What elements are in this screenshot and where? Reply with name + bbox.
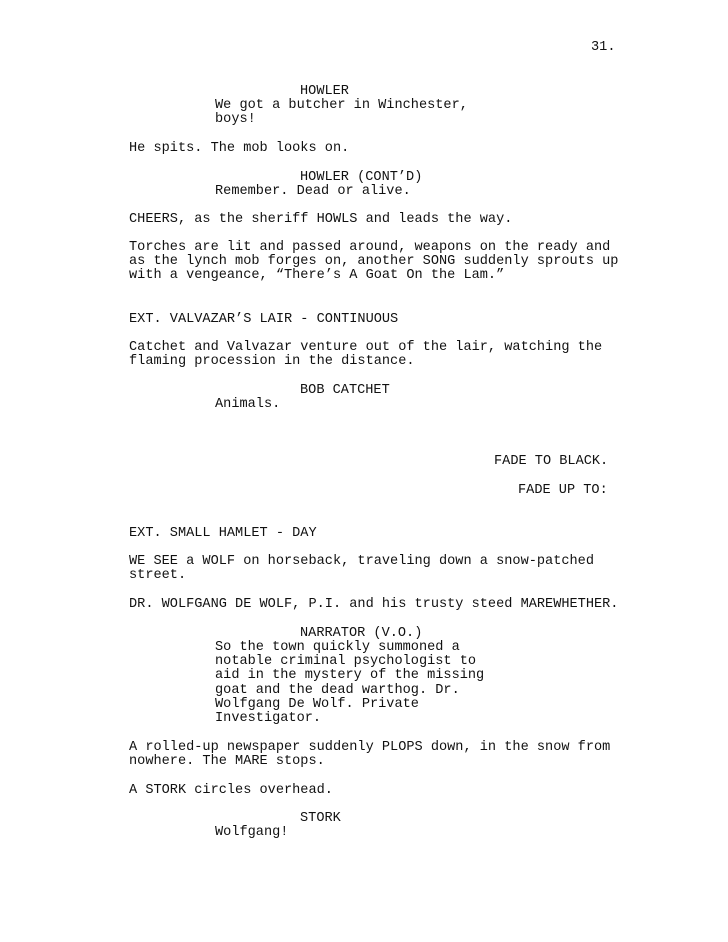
action-line: as the lynch mob forges on, another SONG suddenly sprouts up <box>129 254 619 269</box>
dialogue-line: aid in the mystery of the missing <box>215 668 485 683</box>
dialogue-line: Wolfgang De Wolf. Private <box>215 697 419 712</box>
dialogue-line: goat and the dead warthog. Dr. <box>215 683 460 698</box>
action-line: DR. WOLFGANG DE WOLF, P.I. and his trusty steed MAREWHETHER. <box>129 597 619 612</box>
action-line: He spits. The mob looks on. <box>129 141 350 156</box>
dialogue-line: Investigator. <box>215 711 322 726</box>
action-line: nowhere. The MARE stops. <box>129 754 325 769</box>
dialogue-line: boys! <box>215 112 256 127</box>
dialogue-line: So the town quickly summoned a <box>215 640 460 655</box>
dialogue-line: We got a butcher in Winchester, <box>215 98 468 113</box>
character-name: NARRATOR (V.O.) <box>300 626 423 641</box>
action-line: with a vengeance, “There’s A Goat On the Lam.” <box>129 268 505 283</box>
action-line: A rolled-up newspaper suddenly PLOPS down, in the snow from <box>129 740 611 755</box>
character-name: BOB CATCHET <box>300 383 390 398</box>
scene-heading: EXT. SMALL HAMLET - DAY <box>129 526 317 541</box>
action-line: Torches are lit and passed around, weapons on the ready and <box>129 240 611 255</box>
action-line: WE SEE a WOLF on horseback, traveling down a snow-patched <box>129 554 594 569</box>
page-number: 31. <box>591 40 616 55</box>
dialogue-line: Animals. <box>215 397 281 412</box>
action-line: flaming procession in the distance. <box>129 354 415 369</box>
dialogue-line: notable criminal psychologist to <box>215 654 477 669</box>
dialogue-line: Remember. Dead or alive. <box>215 184 411 199</box>
action-line: A STORK circles overhead. <box>129 783 333 798</box>
character-name: HOWLER (CONT’D) <box>300 170 423 185</box>
action-line: Catchet and Valvazar venture out of the lair, watching the <box>129 340 603 355</box>
dialogue-line: Wolfgang! <box>215 825 289 840</box>
action-line: CHEERS, as the sheriff HOWLS and leads the way. <box>129 212 513 227</box>
character-name: HOWLER <box>300 84 349 99</box>
character-name: STORK <box>300 811 341 826</box>
scene-heading: EXT. VALVAZAR’S LAIR - CONTINUOUS <box>129 312 399 327</box>
action-line: street. <box>129 568 187 583</box>
transition: FADE TO BLACK. <box>494 454 609 469</box>
transition: FADE UP TO: <box>518 483 608 498</box>
